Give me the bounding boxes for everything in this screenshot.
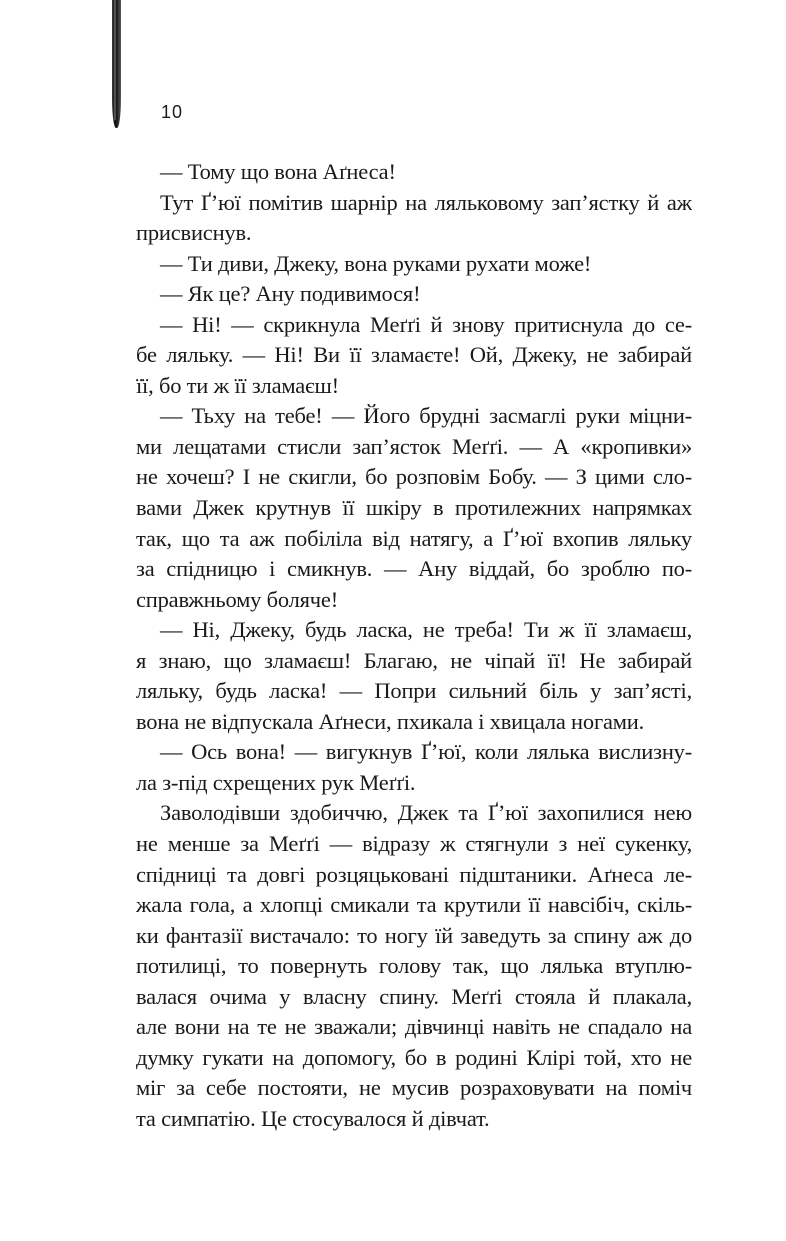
- text-line: — Тьху на тебе! — Його брудні засмаглі руки міцни-: [160, 403, 692, 429]
- text-line: бе ляльку. — Ні! Ви її зламаєте! Ой, Джеку, не забирай: [136, 342, 692, 368]
- body-text: [136, 157, 692, 1135]
- text-line: але вони на те не зважали; дівчинці навіть не спадало на: [136, 1014, 692, 1040]
- text-line: — Ти диви, Джеку, вона руками рухати може!: [160, 250, 592, 276]
- text-line: — Ні, Джеку, будь ласка, не треба! Ти ж її зламаєш,: [160, 617, 692, 643]
- text-line: Тут Ґ’юї помітив шарнір на ляльковому зап’ястку й аж: [160, 189, 692, 215]
- text-line: — Ось вона! — вигукнув Ґ’юї, коли лялька вислизну-: [160, 739, 692, 765]
- text-line: Заволодівши здобиччю, Джек та Ґ’юї захопилися нею: [160, 800, 692, 826]
- text-line: ла з-під схрещених рук Меґґі.: [136, 769, 416, 795]
- text-line: ми лещатами стисли зап’ясток Меґґі. — А «кропивки»: [136, 433, 692, 459]
- text-line: справжньому боляче!: [136, 586, 338, 612]
- text-line: — Тому що вона Аґнеса!: [160, 159, 396, 184]
- text-line: її, бо ти ж її зламаєш!: [136, 372, 339, 398]
- text-line: не менше за Меґґі — відразу ж стягнули з неї сукенку,: [136, 831, 692, 857]
- text-line: не хочеш? І не скигли, бо розповім Бобу. — З цими сло-: [136, 464, 692, 490]
- text-line: так, що та аж побіліла від натягу, а Ґ’юї вхопив ляльку: [136, 525, 692, 551]
- page-edge-mark: [112, 0, 121, 128]
- text-line: присвиснув.: [136, 220, 252, 246]
- text-line: ляльку, будь ласка! — Попри сильний біль у зап’ясті,: [136, 678, 692, 704]
- text-line: та симпатію. Це стосувалося й дівчат.: [136, 1105, 490, 1131]
- text-line: потилиці, то повернуть голову так, що лялька втуплю-: [136, 953, 692, 979]
- text-line: вона не відпускала Аґнеси, пхикала і хвицала ногами.: [136, 708, 645, 734]
- text-line: жала гола, а хлопці смикали та крутили її навсібіч, скіль-: [136, 892, 692, 918]
- page-number: 10: [161, 102, 184, 122]
- text-line: міг за себе постояти, не мусив розраховувати на поміч: [136, 1075, 692, 1101]
- text-line: — Як це? Ану подивимося!: [160, 281, 421, 307]
- text-line: вами Джек крутнув її шкіру в протилежних напрямках: [136, 495, 692, 521]
- text-line: валася очима у власну спину. Меґґі стояла й плакала,: [136, 983, 692, 1009]
- text-line: за спідницю і смикнув. — Ану віддай, бо зроблю по-: [136, 556, 692, 582]
- text-line: я знаю, що зламаєш! Благаю, не чіпай її! Не забирай: [136, 647, 692, 673]
- text-line: думку гукати на допомогу, бо в родині Клірі той, хто не: [136, 1044, 692, 1070]
- text-line: спідниці та довгі розцяцьковані підштаники. Аґнеса ле-: [136, 861, 692, 887]
- text-line: — Ні! — скрикнула Меґґі й знову притиснула до се-: [160, 311, 692, 337]
- text-line: ки фантазії вистачало: то ногу їй заведуть за спину аж до: [136, 922, 692, 948]
